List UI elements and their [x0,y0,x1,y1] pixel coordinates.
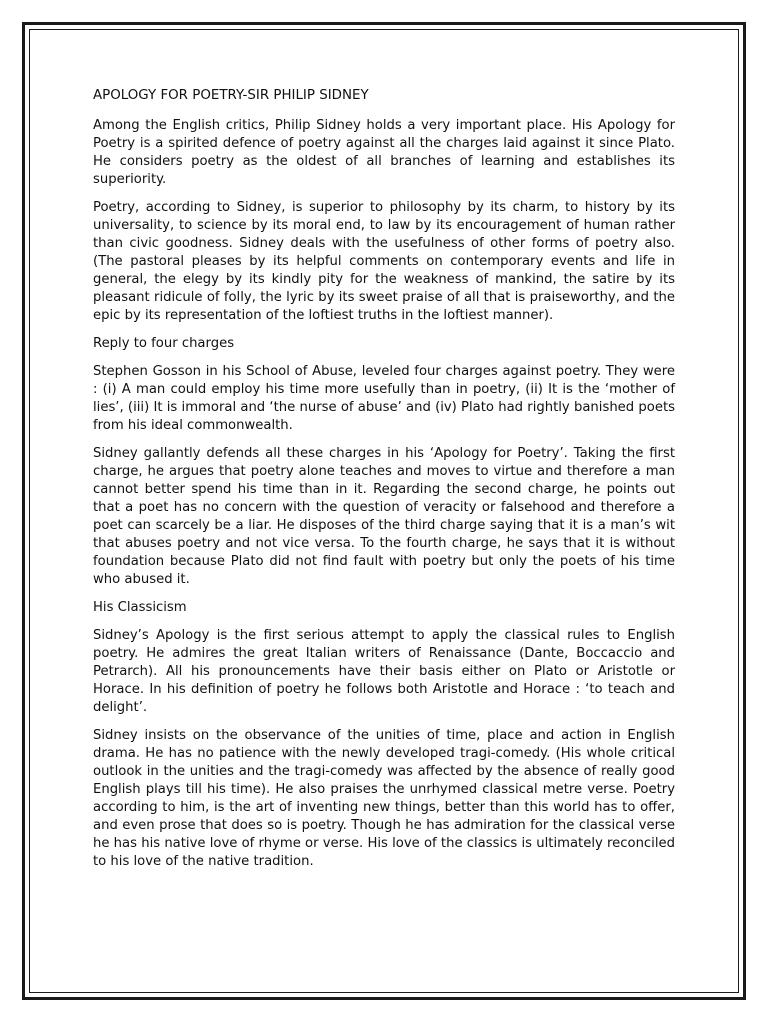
paragraph-charges: Stephen Gosson in his School of Abuse, leveled four charges against poetry. They were : (i) A man could employ his time more usefully than in poetry, (ii) It is the ‘mother of lies’, (iii) It is immoral and ‘the nurse of abuse’ and (iv) Plato had rightly banished poets from his ideal commonwealth. [93,364,675,433]
document-title: APOLOGY FOR POETRY-SIR PHILIP SIDNEY [93,88,369,103]
section-heading-reply: Reply to four charges [93,336,235,351]
paragraph-classical-rules: Sidney’s Apology is the first serious attempt to apply the classical rules to English poetry. He admires the great Italian writers of Renaissance (Dante, Boccaccio and Petrarch). All his pronouncements have their basis either on Plato or Aristotle or Horace. In his definition of poetry he follows both Aristotle and Horace : ‘to teach and delight’. [93,628,675,715]
paragraph-unities: Sidney insists on the observance of the unities of time, place and action in English drama. He has no patience with the newly developed tragi-comedy. (His whole critical outlook in the unities and the tragi-comedy was affected by the absence of really good English plays till his time). He also praises the unrhymed classical metre verse. Poetry according to him, is the art of inventing new things, better than this world has to offer, and even prose that does so is poetry. Though he has admiration for the classical verse he has his native love of rhyme or verse. His love of the classics is ultimately reconciled to his love of the native tradition. [93,728,675,869]
paragraph-superiority: Poetry, according to Sidney, is superior to philosophy by its charm, to history by its universality, to science by its moral end, to law by its encouragement of human rather than civic goodness. Sidney deals with the usefulness of other forms of poetry also. (The pastoral pleases by its helpful comments on contemporary events and life in general, the elegy by its kindly pity for the weakness of mankind, the satire by its pleasant ridicule of folly, the lyric by its sweet praise of all that is praiseworthy, and the epic by its representation of the loftiest truths in the loftiest manner). [93,200,675,323]
document-body [93,86,675,881]
section-heading-classicism: His Classicism [93,600,187,615]
paragraph-defence: Sidney gallantly defends all these charges in his ‘Apology for Poetry’. Taking the first charge, he argues that poetry alone teaches and moves to virtue and therefore a man cannot better spend his time than in it. Regarding the second charge, he points out that a poet has no concern with the question of veracity or falsehood and therefore a poet can scarcely be a liar. He disposes of the third charge saying that it is a man’s wit that abuses poetry and not vice versa. To the fourth charge, he says that it is without foundation because Plato did not find fault with poetry but only the poets of his time who abused it. [93,446,675,587]
paragraph-intro: Among the English critics, Philip Sidney holds a very important place. His Apology for Poetry is a spirited defence of poetry against all the charges laid against it since Plato. He considers poetry as the oldest of all branches of learning and establishes its superiority. [93,118,675,187]
